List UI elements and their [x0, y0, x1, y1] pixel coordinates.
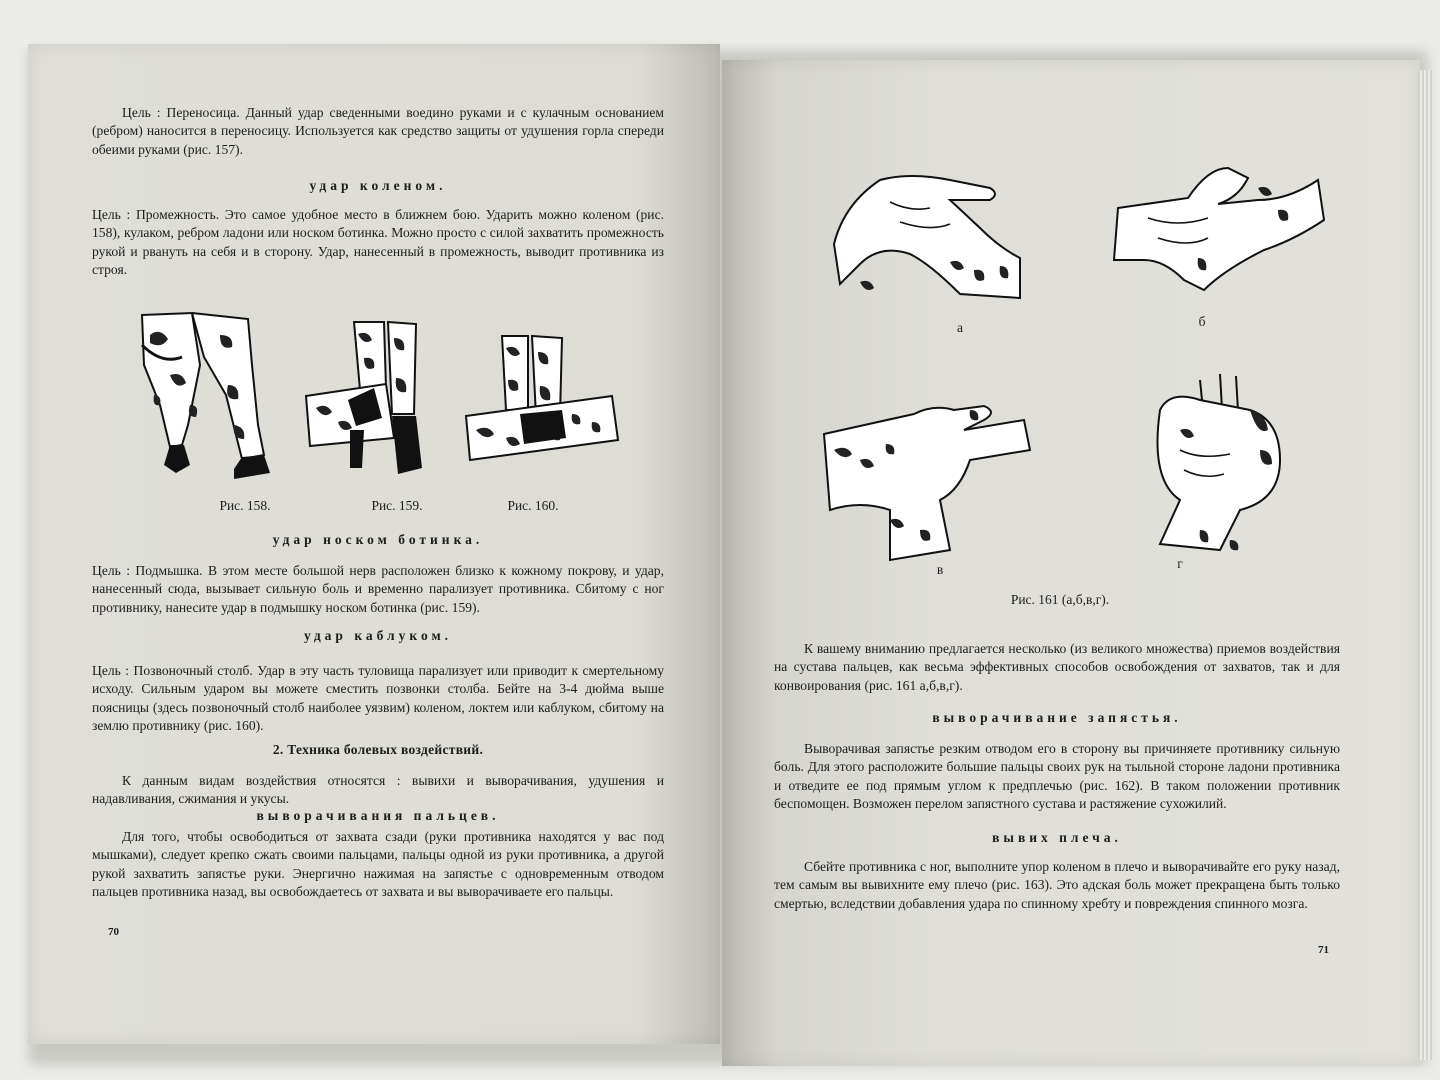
left-paragraph-2: Цель : Промежность. Это самое удобное место в ближнем бою. Ударить можно коленом (рис. 158), кулаком, ребром ладони или носком ботинка. Можно просто с силой захватить промежность рукой и рвануть на себя и в сторону. Удар, нанесенный в промежность, выводит противника из строя. [92, 207, 664, 278]
right-heading-shoulder: вывих плеча. [992, 830, 1122, 845]
left-heading-section-2: 2. Техника болевых воздействий. [272, 742, 484, 757]
figure-161g-illustration [1140, 370, 1300, 560]
fig-161-label-g: г [1177, 556, 1183, 571]
left-heading-boot: удар носком ботинка. [272, 532, 484, 547]
figure-161v-illustration [820, 390, 1030, 560]
figure-161b-illustration [1108, 158, 1308, 298]
caption-fig-159: Рис. 159. [371, 498, 423, 513]
right-paragraph-3: Сбейте противника с ног, выполните упор коленом в плечо и выворачивайте его руку назад, тем самым вы вывихните ему плечо (рис. 163). Это адская боль может прекращена быть только смертью, вследствии добавления удара по спинному хребту и повреждения спинного мозга. [774, 859, 1340, 911]
right-paragraph-2: Выворачивая запястье резким отводом его в сторону вы причиняете противнику сильную боль. Для этого расположите большие пальцы своих рук на тыльной стороне ладони противника и отведите ее под прямым углом к предплечью (рис. 162). В таком положении противник беспомощен. Возможен перелом запястного сустава и растяжение сухожилий. [774, 741, 1340, 812]
fig-161-label-v: в [936, 562, 944, 577]
figure-161a-illustration [830, 162, 1030, 312]
right-page-number: 71 [1318, 944, 1329, 956]
fig-161-label-b: б [1198, 314, 1206, 329]
left-heading-fingers: выворачивания пальцев. [256, 808, 500, 823]
left-paragraph-5: К данным видам воздействия относятся : вывихи и выворачивания, удушения и надавливания, сжимания и укусы. [92, 773, 664, 807]
right-paragraph-1: К вашему вниманию предлагается несколько (из великого множества) приемов воздействия на сустава пальцев, как весьма эффективных способов освобождения от захватов, так и для конвоирования (рис. 161 а,б,в,г). [774, 641, 1340, 693]
left-paragraph-3: Цель : Подмышка. В этом месте большой нерв расположен близко к кожному покрову, и удар, нанесенный сюда, вызывает сильную боль и временно парализует противника. Сбитому с ног противнику, нанесите удар в подмышку носком ботинка (рис. 159). [92, 563, 664, 615]
left-heading-knee: удар коленом. [309, 178, 447, 193]
left-heading-heel: удар каблуком. [303, 628, 453, 643]
caption-fig-158: Рис. 158. [219, 498, 271, 513]
fig-161-label-a: а [957, 320, 963, 335]
left-page-number: 70 [108, 926, 119, 938]
left-paragraph-4: Цель : Позвоночный столб. Удар в эту часть туловища парализует или приводит к смертельному исходу. Сильным ударом вы можете сместить позвонки столба. Бейте на 3-4 дюйма выше поясницы (здесь позвоночный столб наиболее уязвим) коленом, локтем или каблуком, сбитому на землю противнику (рис. 160). [92, 663, 664, 734]
figure-160-illustration [462, 330, 622, 480]
left-paragraph-1: Цель : Переносица. Данный удар сведенными воедино руками и с кулачным основанием (ребром) наносится в переносицу. Используется как средство защиты от удушения горла спереди обеими руками (рис. 157). [92, 105, 664, 157]
left-paragraph-6: Для того, чтобы освободиться от захвата сзади (руки противника находятся у вас под мышками), следует крепко сжать своими пальцами, пальцы одной из руки противника, а другой рукой захватить запястье руки. Энергично нажимая на запястье с одновременным отводом пальцев противника назад, вы освобождаетесь от захвата и вы выворачиваете его пальцы. [92, 829, 664, 900]
figure-159-illustration [298, 318, 448, 488]
caption-fig-161: Рис. 161 (а,б,в,г). [1010, 592, 1110, 607]
figure-158-illustration [130, 305, 280, 485]
right-heading-wrist: выворачивание запястья. [932, 710, 1182, 725]
page-edges [1418, 70, 1432, 1060]
caption-fig-160: Рис. 160. [507, 498, 559, 513]
